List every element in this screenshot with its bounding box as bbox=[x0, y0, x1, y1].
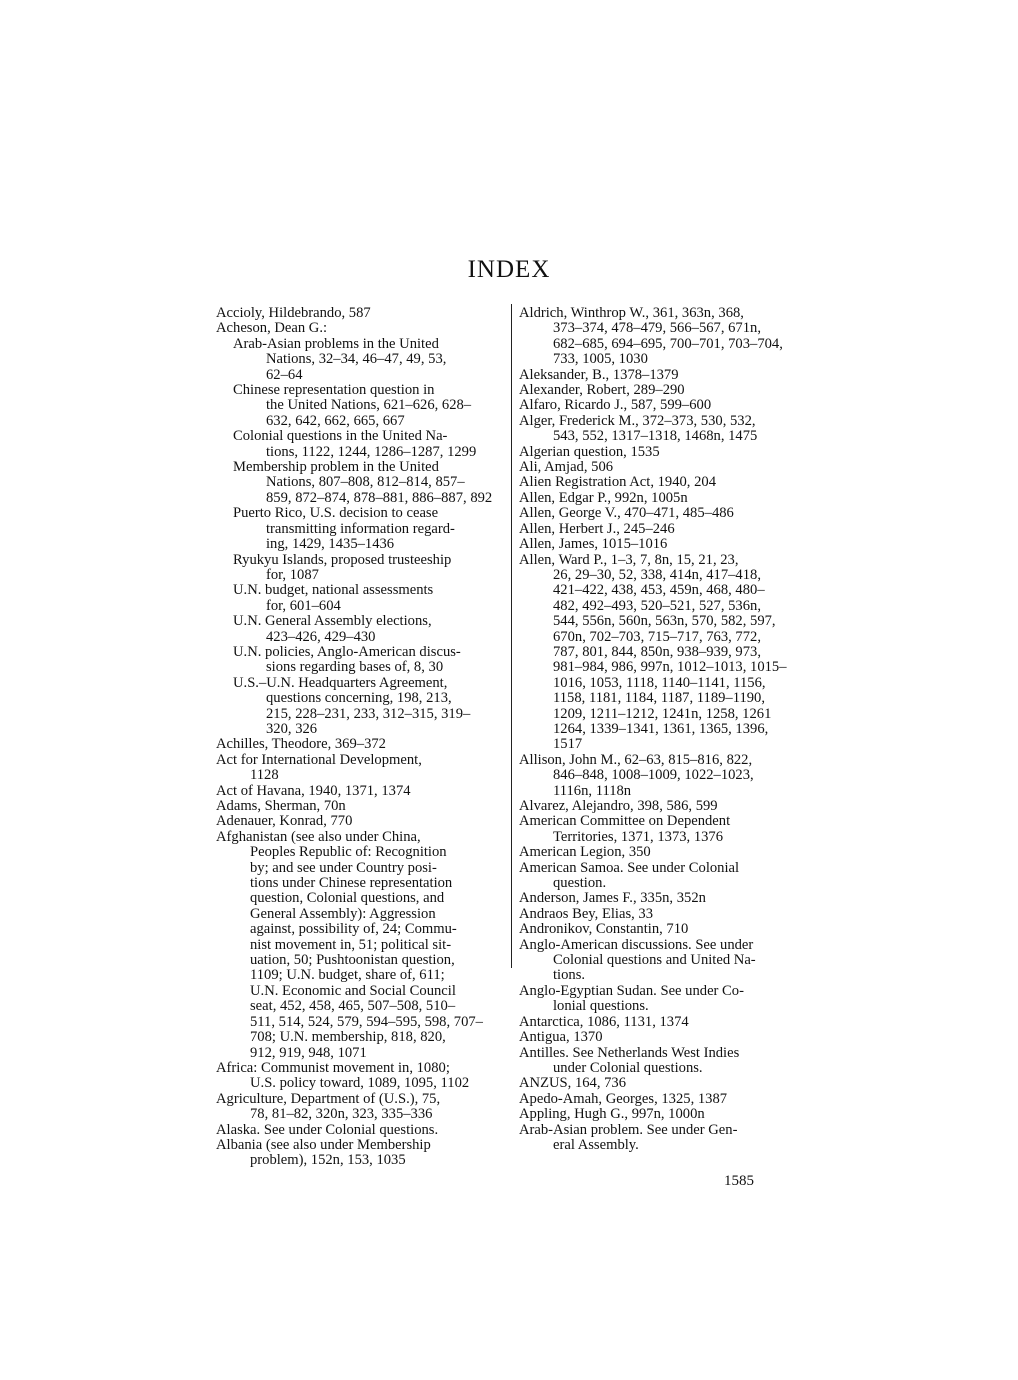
index-entry bbox=[216, 1123, 506, 1138]
index-entry-line: 1517 bbox=[553, 736, 583, 753]
index-entry bbox=[519, 522, 809, 537]
index-entry-line: uation, 50; Pushtoonistan question, bbox=[250, 952, 455, 969]
index-subentry bbox=[216, 383, 506, 429]
index-entry-line: Allison, John M., 62–63, 815–816, 822, bbox=[519, 751, 753, 768]
index-entry-line: lonial questions. bbox=[553, 998, 649, 1015]
index-entry bbox=[519, 799, 809, 814]
index-entry bbox=[519, 460, 809, 475]
index-entry-line: Nations, 807–808, 812–814, 857– bbox=[266, 474, 465, 491]
index-entry-line: 1264, 1339–1341, 1361, 1365, 1396, bbox=[553, 720, 769, 737]
index-entry-line: 320, 326 bbox=[266, 720, 318, 737]
index-entry bbox=[519, 537, 809, 552]
index-entry-line: U.N. policies, Anglo-American discus- bbox=[233, 643, 461, 660]
index-entry-line: nist movement in, 51; political sit- bbox=[250, 936, 452, 953]
index-entry-line: Membership problem in the United bbox=[233, 459, 439, 476]
index-entry-line: Antarctica, 1086, 1131, 1374 bbox=[519, 1013, 689, 1030]
index-subentry bbox=[216, 337, 506, 383]
index-entry-line: 26, 29–30, 52, 338, 414n, 417–418, bbox=[553, 566, 761, 583]
index-entry-line: Peoples Republic of: Recognition bbox=[250, 844, 447, 861]
index-entry-line: Act for International Development, bbox=[216, 751, 422, 768]
index-entry-line: 1116n, 1118n bbox=[553, 782, 632, 799]
page-title: INDEX bbox=[467, 256, 551, 283]
index-entry bbox=[519, 1076, 809, 1091]
index-entry-line: Adams, Sherman, 70n bbox=[216, 798, 346, 814]
index-entry bbox=[216, 1138, 506, 1169]
index-entry-line: American Committee on Dependent bbox=[519, 813, 731, 830]
index-entry bbox=[216, 321, 506, 336]
index-entry bbox=[519, 1107, 809, 1122]
index-entry-line: Nations, 32–34, 46–47, 49, 53, bbox=[266, 351, 447, 368]
index-entry-line: 787, 801, 844, 850n, 938–939, 973, bbox=[553, 643, 761, 660]
index-entry-line: 373–374, 478–479, 566–567, 671n, bbox=[553, 320, 761, 337]
index-entry-line: 632, 642, 662, 665, 667 bbox=[266, 412, 405, 429]
index-entry bbox=[519, 891, 809, 906]
index-entry-line: 846–848, 1008–1009, 1022–1023, bbox=[553, 767, 754, 784]
index-entry-line: Andronikov, Constantin, 710 bbox=[519, 921, 689, 938]
index-entry bbox=[519, 938, 809, 984]
index-entry-line: Appling, Hugh G., 997n, 1000n bbox=[519, 1106, 705, 1123]
index-entry-line: the United Nations, 621–626, 628– bbox=[266, 397, 472, 414]
index-entry-line: Alvarez, Alejandro, 398, 586, 599 bbox=[519, 798, 718, 814]
index-entry-line: U.N. budget, national assessments bbox=[233, 582, 434, 599]
index-entry bbox=[216, 1061, 506, 1092]
index-entry bbox=[519, 861, 809, 892]
index-entry-line: Andraos Bey, Elias, 33 bbox=[519, 905, 654, 922]
index-entry-line: Chinese representation question in bbox=[233, 382, 435, 399]
index-entry-line: ing, 1429, 1435–1436 bbox=[266, 536, 395, 553]
index-entry-line: 1209, 1211–1212, 1241n, 1258, 1261 bbox=[553, 705, 772, 722]
index-entry-line: 859, 872–874, 878–881, 886–887, 892 bbox=[266, 489, 493, 506]
index-entry-line: 511, 514, 524, 579, 594–595, 598, 707– bbox=[250, 1013, 483, 1030]
index-entry bbox=[216, 799, 506, 814]
index-entry-line: Allen, Ward P., 1–3, 7, 8n, 15, 21, 23, bbox=[519, 551, 739, 568]
index-entry-line: seat, 452, 458, 465, 507–508, 510– bbox=[250, 998, 456, 1015]
index-entry bbox=[519, 491, 809, 506]
index-entry-line: Allen, Herbert J., 245–246 bbox=[519, 520, 675, 537]
index-entry-line: U.S. policy toward, 1089, 1095, 1102 bbox=[250, 1075, 470, 1092]
index-entry-line: 1158, 1181, 1184, 1187, 1189–1190, bbox=[553, 690, 766, 707]
index-subentry bbox=[216, 583, 506, 614]
index-subentry bbox=[216, 429, 506, 460]
index-entry-line: tions under Chinese representation bbox=[250, 875, 453, 892]
index-entry-line: 78, 81–82, 320n, 323, 335–336 bbox=[250, 1106, 433, 1123]
index-entry-line: 682–685, 694–695, 700–701, 703–704, bbox=[553, 335, 783, 352]
index-entry-line: 1128 bbox=[250, 767, 279, 784]
index-entry bbox=[519, 553, 809, 753]
index-entry-line: Act of Havana, 1940, 1371, 1374 bbox=[216, 782, 411, 799]
index-entry-line: 1016, 1053, 1118, 1140–1141, 1156, bbox=[553, 674, 766, 691]
index-entry bbox=[216, 814, 506, 829]
index-entry bbox=[519, 845, 809, 860]
index-entry-line: Alien Registration Act, 1940, 204 bbox=[519, 474, 716, 491]
index-entry-line: Algerian question, 1535 bbox=[519, 443, 660, 460]
index-entry-line: Aldrich, Winthrop W., 361, 363n, 368, bbox=[519, 305, 744, 321]
index-entry-line: under Colonial questions. bbox=[553, 1059, 703, 1076]
index-entry-line: Antigua, 1370 bbox=[519, 1029, 603, 1046]
index-entry-line: Colonial questions and United Na- bbox=[553, 952, 756, 969]
index-entry bbox=[519, 445, 809, 460]
index-entry-line: American Legion, 350 bbox=[519, 844, 651, 861]
index-entry-line: Ali, Amjad, 506 bbox=[519, 459, 614, 476]
index-entry-line: Anglo-Egyptian Sudan. See under Co- bbox=[519, 982, 744, 999]
index-entry bbox=[216, 784, 506, 799]
index-entry-line: Africa: Communist movement in, 1080; bbox=[216, 1059, 450, 1076]
index-entry-line: questions concerning, 198, 213, bbox=[266, 690, 452, 707]
index-entry bbox=[519, 1015, 809, 1030]
index-entry bbox=[216, 306, 506, 321]
index-entry-line: Accioly, Hildebrando, 587 bbox=[216, 305, 371, 321]
index-entry bbox=[519, 1092, 809, 1107]
index-subentry bbox=[216, 676, 506, 738]
index-entry-line: for, 601–604 bbox=[266, 597, 341, 614]
index-entry-line: tions, 1122, 1244, 1286–1287, 1299 bbox=[266, 443, 477, 460]
index-entry-line: American Samoa. See under Colonial bbox=[519, 859, 740, 876]
index-subentry bbox=[216, 553, 506, 584]
index-entry bbox=[519, 1030, 809, 1045]
index-entry-line: eral Assembly. bbox=[553, 1136, 639, 1153]
index-entry-line: Allen, James, 1015–1016 bbox=[519, 536, 668, 553]
index-entry-line: 708; U.N. membership, 818, 820, bbox=[250, 1029, 446, 1046]
index-entry-line: 1109; U.N. budget, share of, 611; bbox=[250, 967, 445, 984]
index-entry-line: Albania (see also under Membership bbox=[216, 1136, 431, 1153]
index-entry bbox=[519, 1123, 809, 1154]
index-entry bbox=[519, 1046, 809, 1077]
index-entry bbox=[216, 1092, 506, 1123]
index-entry bbox=[216, 737, 506, 752]
index-entry-line: tions. bbox=[553, 967, 586, 984]
index-entry-line: Allen, Edgar P., 992n, 1005n bbox=[519, 489, 688, 506]
index-entry-line: by; and see under Country posi- bbox=[250, 859, 437, 876]
index-entry-line: question. bbox=[553, 875, 607, 892]
index-subentry bbox=[216, 506, 506, 552]
index-column-left bbox=[216, 306, 506, 1169]
index-entry-line: Alexander, Robert, 289–290 bbox=[519, 382, 685, 399]
index-entry-line: U.N. General Assembly elections, bbox=[233, 613, 432, 630]
index-entry-line: Anglo-American discussions. See under bbox=[519, 936, 754, 953]
index-entry-line: Puerto Rico, U.S. decision to cease bbox=[233, 505, 439, 522]
index-entry-line: 912, 919, 948, 1071 bbox=[250, 1044, 367, 1061]
index-entry-line: 421–422, 438, 453, 459n, 468, 480– bbox=[553, 582, 765, 599]
index-entry-line: Alger, Frederick M., 372–373, 530, 532, bbox=[519, 412, 756, 429]
index-entry-line: Ryukyu Islands, proposed trusteeship bbox=[233, 551, 452, 568]
index-entry bbox=[519, 814, 809, 845]
index-entry-line: 733, 1005, 1030 bbox=[553, 351, 648, 368]
index-entry-line: 423–426, 429–430 bbox=[266, 628, 376, 645]
index-entry-line: 62–64 bbox=[266, 366, 303, 383]
index-entry-line: 981–984, 986, 997n, 1012–1013, 1015– bbox=[553, 659, 787, 676]
index-entry-line: Apedo-Amah, Georges, 1325, 1387 bbox=[519, 1090, 728, 1107]
index-entry bbox=[519, 368, 809, 383]
index-entry bbox=[519, 398, 809, 413]
index-entry-line: Acheson, Dean G.: bbox=[216, 320, 328, 337]
page-number: 1585 bbox=[724, 1173, 754, 1189]
index-entry bbox=[519, 753, 809, 799]
index-entry-line: Arab-Asian problem. See under Gen- bbox=[519, 1121, 738, 1138]
index-entry-line: problem), 152n, 153, 1035 bbox=[250, 1152, 406, 1169]
index-entry-line: 670n, 702–703, 715–717, 763, 772, bbox=[553, 628, 761, 645]
index-entry-line: U.N. Economic and Social Council bbox=[250, 982, 456, 999]
index-entry-line: Agriculture, Department of (U.S.), 75, bbox=[216, 1090, 441, 1107]
index-entry-line: Allen, George V., 470–471, 485–486 bbox=[519, 505, 734, 522]
index-entry-line: Aleksander, B., 1378–1379 bbox=[519, 366, 679, 383]
index-entry-line: Achilles, Theodore, 369–372 bbox=[216, 736, 386, 753]
index-entry-line: 543, 552, 1317–1318, 1468n, 1475 bbox=[553, 428, 758, 445]
index-entry bbox=[519, 984, 809, 1015]
index-entry bbox=[519, 383, 809, 398]
index-entry-line: Alaska. See under Colonial questions. bbox=[216, 1121, 439, 1138]
index-entry-line: Arab-Asian problems in the United bbox=[233, 335, 439, 352]
index-subentry bbox=[216, 614, 506, 645]
index-entry bbox=[216, 753, 506, 784]
index-entry-line: transmitting information regard- bbox=[266, 520, 455, 537]
index-entry-line: U.S.–U.N. Headquarters Agreement, bbox=[233, 674, 448, 691]
index-entry bbox=[519, 475, 809, 490]
index-entry-line: for, 1087 bbox=[266, 566, 319, 583]
index-entry bbox=[519, 907, 809, 922]
index-entry-line: ANZUS, 164, 736 bbox=[519, 1075, 627, 1092]
index-entry bbox=[519, 414, 809, 445]
index-entry-line: against, possibility of, 24; Commu- bbox=[250, 921, 457, 938]
index-subentry bbox=[216, 645, 506, 676]
index-entry bbox=[519, 306, 809, 368]
index-entry bbox=[216, 830, 506, 1061]
index-entry bbox=[519, 922, 809, 937]
index-entry-line: Colonial questions in the United Na- bbox=[233, 428, 448, 445]
index-entry-line: 544, 556n, 560n, 563n, 570, 582, 597, bbox=[553, 613, 776, 630]
index-entry-line: 215, 228–231, 233, 312–315, 319– bbox=[266, 705, 471, 722]
index-entry-line: Alfaro, Ricardo J., 587, 599–600 bbox=[519, 397, 712, 414]
index-subentry bbox=[216, 460, 506, 506]
index-entry-line: Afghanistan (see also under China, bbox=[216, 828, 421, 845]
index-entry-line: Anderson, James F., 335n, 352n bbox=[519, 890, 706, 907]
column-divider bbox=[511, 304, 512, 968]
index-entry-line: Territories, 1371, 1373, 1376 bbox=[553, 828, 724, 845]
index-entry-line: sions regarding bases of, 8, 30 bbox=[266, 659, 444, 676]
index-entry-line: question, Colonial questions, and bbox=[250, 890, 445, 907]
index-entry bbox=[519, 506, 809, 521]
index-entry-line: Adenauer, Konrad, 770 bbox=[216, 813, 353, 830]
index-entry-line: Antilles. See Netherlands West Indies bbox=[519, 1044, 740, 1061]
index-entry-line: 482, 492–493, 520–521, 527, 536n, bbox=[553, 597, 761, 614]
index-column-right bbox=[519, 306, 809, 1153]
index-entry-line: General Assembly): Aggression bbox=[250, 905, 436, 922]
